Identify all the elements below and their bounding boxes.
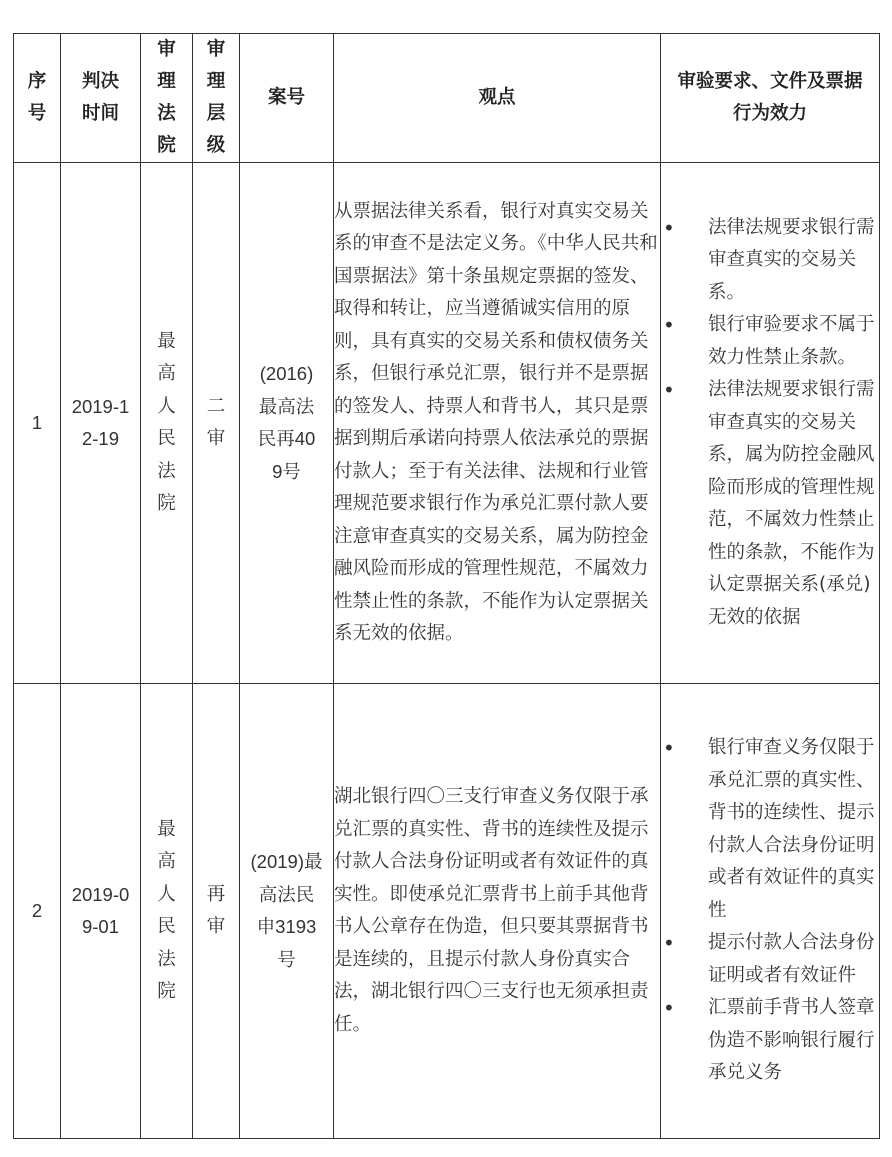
cell-seq: 1 — [14, 163, 61, 684]
list-item: • 汇票前手背书人签章伪造不影响银行履行承兑义务 — [661, 992, 879, 1090]
list-item: • 银行审查义务仅限于承兑汇票的真实性、背书的连续性、提示付款人合法身份证明或者有效证件的真实性 — [661, 732, 879, 927]
cell-requirements — [661, 684, 880, 1139]
header-opinion: 观点 — [334, 34, 661, 163]
bullet-icon: • — [663, 736, 675, 761]
header-case-no: 案号 — [240, 34, 334, 163]
cell-date: 2019-09-01 — [61, 684, 141, 1139]
bullet-icon: • — [663, 215, 675, 240]
cell-seq: 2 — [14, 684, 61, 1139]
cell-requirements — [661, 163, 880, 684]
bullet-icon: • — [663, 931, 675, 956]
cell-court: 最高人民法院 — [141, 684, 193, 1139]
header-requirements: 审验要求、文件及票据行为效力 — [661, 34, 880, 163]
header-row — [14, 34, 880, 163]
list-item: • 银行审验要求不属于效力性禁止条款。 — [661, 309, 879, 374]
header-seq: 序号 — [14, 34, 61, 163]
bullet-icon: • — [663, 313, 675, 338]
requirements-list — [661, 212, 879, 635]
table-row — [14, 684, 880, 1139]
list-item: • 提示付款人合法身份证明或者有效证件 — [661, 927, 879, 992]
bullet-icon: • — [663, 996, 675, 1021]
bullet-icon: • — [663, 378, 675, 403]
cell-date: 2019-12-19 — [61, 163, 141, 684]
header-level: 审理层级 — [193, 34, 240, 163]
case-table — [13, 33, 880, 1139]
header-court: 审理法院 — [141, 34, 193, 163]
cell-level: 二审 — [193, 163, 240, 684]
cell-court: 最高人民法院 — [141, 163, 193, 684]
cell-opinion: 湖北银行四〇三支行审查义务仅限于承兑汇票的真实性、背书的连续性及提示付款人合法身份证明或者有效证件的真实性。即使承兑汇票背书上前手其他背书人公章存在伪造，但只要其票据背书是连续的，且提示付款人身份真实合法，湖北银行四〇三支行也无须承担责任。 — [334, 684, 661, 1139]
table-row — [14, 163, 880, 684]
list-item: • 法律法规要求银行需审查真实的交易关系，属为防控金融风险而形成的管理性规范，不属效力性禁止性的条款，不能作为认定票据关系(承兑)无效的依据 — [661, 374, 879, 634]
cell-case-no: (2019)最高法民申3193号 — [240, 684, 334, 1139]
header-date: 判决时间 — [61, 34, 141, 163]
cell-case-no: (2016)最高法民再409号 — [240, 163, 334, 684]
cell-opinion: 从票据法律关系看，银行对真实交易关系的审查不是法定义务。《中华人民共和国票据法》第十条虽规定票据的签发、取得和转让，应当遵循诚实信用的原则，具有真实的交易关系和债权债务关系，但银行承兑汇票，银行并不是票据的签发人、持票人和背书人，其只是票据到期后承诺向持票人依法承兑的票据付款人；至于有关法律、法规和行业管理规范要求银行作为承兑汇票付款人要注意审查真实的交易关系，属为防控金融风险而形成的管理性规范，不属效力性禁止性的条款，不能作为认定票据关系无效的依据。 — [334, 163, 661, 684]
cell-level: 再审 — [193, 684, 240, 1139]
requirements-list — [661, 732, 879, 1090]
list-item: • 法律法规要求银行需审查真实的交易关系。 — [661, 212, 879, 310]
